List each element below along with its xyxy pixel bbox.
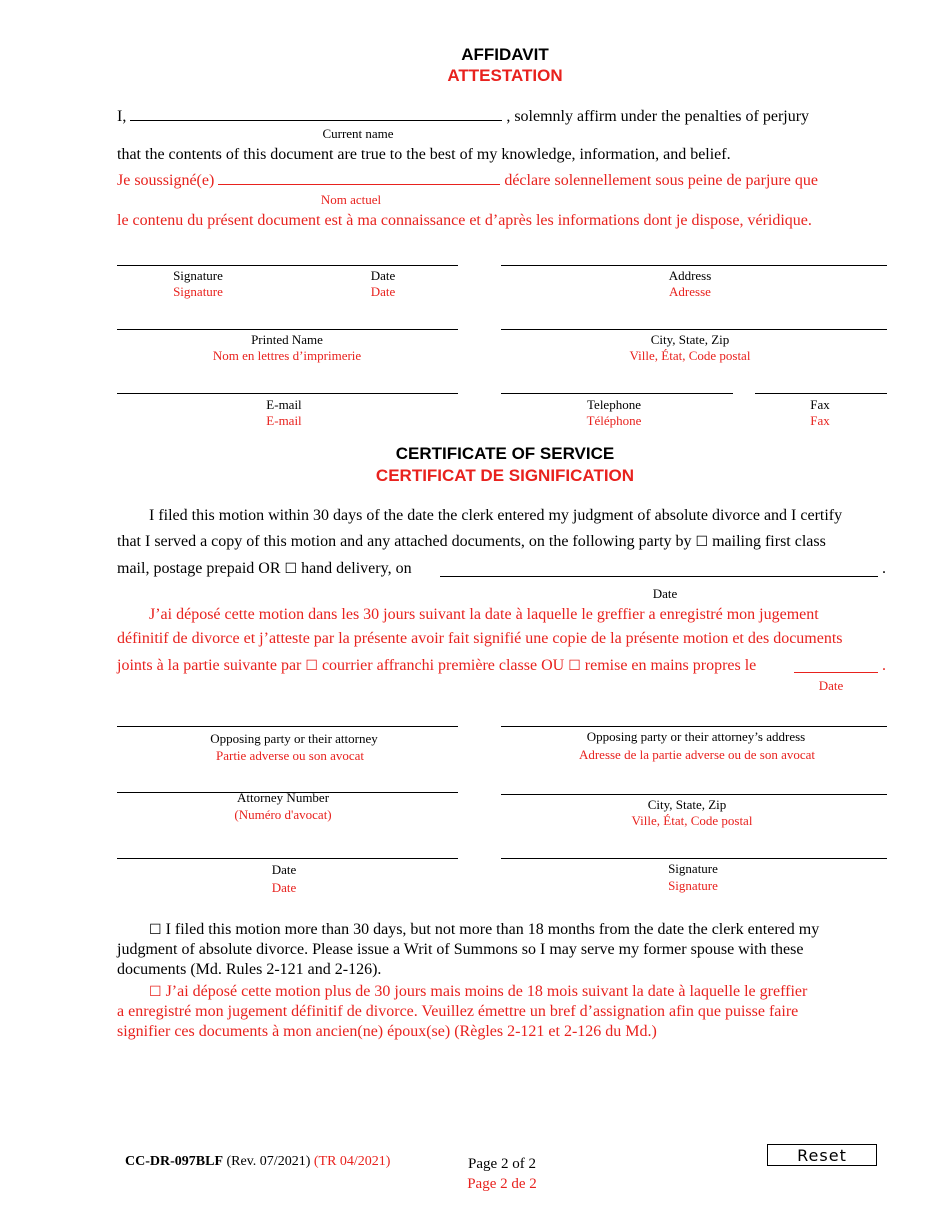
city-state-zip-line[interactable] <box>501 329 887 330</box>
opposing-party-caption-fr: Partie adverse ou son avocat <box>215 748 364 763</box>
service-city-caption: City, State, Zip <box>647 797 727 812</box>
hand-delivery-checkbox-fr[interactable]: ☐ <box>568 658 581 674</box>
service-city-caption-fr: Ville, État, Code postal <box>631 813 753 828</box>
service-signature-caption-fr: Signature <box>668 878 718 893</box>
affidavit-title: AFFIDAVIT <box>461 45 549 64</box>
form-footer <box>125 1154 390 1170</box>
service-signature-caption: Signature <box>668 861 718 876</box>
hand-delivery-checkbox[interactable]: ☐ <box>284 561 298 577</box>
certificate-title-fr: CERTIFICAT DE SIGNIFICATION <box>375 466 635 485</box>
late-filing-fr-2: a enregistré mon jugement définitif de divorce. Veuillez émettre un bref d’assignation afin que puisse faire <box>117 1003 799 1020</box>
attorney-number-caption-fr: (Numéro d'avocat) <box>234 807 332 822</box>
revision: (Rev. 07/2021) <box>226 1154 311 1169</box>
signature-caption-fr: Signature <box>173 284 223 299</box>
page-number: Page 2 of 2 <box>468 1156 536 1172</box>
opposing-party-line[interactable] <box>117 726 458 727</box>
date-caption: Date <box>370 268 396 283</box>
affirm-line-1: I, , solemnly affirm under the penalties of perjury <box>117 108 810 125</box>
opposing-party-caption: Opposing party or their attorney <box>210 731 378 746</box>
service-date-caption-fr: Date <box>818 678 844 693</box>
telephone-line[interactable] <box>501 393 733 394</box>
cert-en-line-2: that I served a copy of this motion and any attached documents, on the following party by ☐ mailing first class <box>117 533 826 550</box>
current-name-caption-fr: Nom actuel <box>320 192 382 207</box>
late-filing-checkbox-fr[interactable]: ☐ <box>149 984 162 1000</box>
cert-fr-line-2: définitif de divorce et j’atteste par la présente avoir fait signifié une copie de la présente motion et des documents <box>117 630 843 647</box>
affidavit-title-fr: ATTESTATION <box>447 66 563 85</box>
affirm-line-2: that the contents of this document are true to the best of my knowledge, information, and belief. <box>117 146 731 163</box>
service-date-caption: Date <box>652 586 678 601</box>
service-signature-line[interactable] <box>501 858 887 859</box>
page-number-fr: Page 2 de 2 <box>467 1176 537 1192</box>
form-id: CC-DR-097BLF <box>125 1154 223 1169</box>
reset-button[interactable]: Reset <box>767 1144 877 1166</box>
cert-en-line-1: I filed this motion within 30 days of the date the clerk entered my judgment of absolute divorce and I certify <box>149 507 843 524</box>
mailing-checkbox[interactable]: ☐ <box>695 534 709 550</box>
late-filing-fr-1: ☐ J’ai déposé cette motion plus de 30 jours mais moins de 18 mois suivant la date à laquelle le greffier <box>149 983 808 1000</box>
affirm-line-fr-1: Je soussigné(e) déclare solennellement sous peine de parjure que <box>117 172 818 189</box>
late-filing-en-2: judgment of absolute divorce. Please issue a Writ of Summons so I may serve my former spouse with these <box>117 941 804 958</box>
telephone-caption: Telephone <box>587 397 641 412</box>
fax-caption: Fax <box>810 397 830 412</box>
email-line[interactable] <box>117 393 458 394</box>
city-caption: City, State, Zip <box>650 332 730 347</box>
address-caption: Address <box>668 268 712 283</box>
signature-caption: Signature <box>173 268 223 283</box>
certificate-title: CERTIFICATE OF SERVICE <box>395 444 615 463</box>
service-sign-date-line[interactable] <box>117 858 458 859</box>
service-sign-date-caption-fr: Date <box>271 880 297 895</box>
current-name-field[interactable] <box>130 106 502 121</box>
printed-name-caption-fr: Nom en lettres d’imprimerie <box>212 348 362 363</box>
fax-caption-fr: Fax <box>810 413 830 428</box>
address-caption-fr: Adresse <box>669 284 711 299</box>
affirm-line-fr-2: le contenu du présent document est à ma connaissance et d’après les informations dont je dispose, véridique. <box>117 212 812 229</box>
telephone-caption-fr: Téléphone <box>586 413 642 428</box>
opposing-address-caption: Opposing party or their attorney’s address <box>586 729 806 744</box>
late-filing-fr-3: signifier ces documents à mon ancien(ne) époux(se) (Règles 2-121 et 2-126 du Md.) <box>117 1023 657 1040</box>
service-date-field-fr[interactable] <box>794 672 878 673</box>
printed-name-caption: Printed Name <box>251 332 323 347</box>
signature-date-line[interactable] <box>117 265 458 266</box>
current-name-caption: Current name <box>322 126 394 141</box>
city-caption-fr: Ville, État, Code postal <box>629 348 751 363</box>
cert-fr-line-3: joints à la partie suivante par ☐ courrier affranchi première classe OU ☐ remise en mains propres le <box>117 657 757 674</box>
translation-revision: (TR 04/2021) <box>313 1154 391 1169</box>
service-date-field[interactable] <box>440 576 878 577</box>
address-line[interactable] <box>501 265 887 266</box>
fax-line[interactable] <box>755 393 887 394</box>
current-name-field-fr[interactable] <box>218 170 500 185</box>
email-caption-fr: E-mail <box>266 413 302 428</box>
opposing-address-line[interactable] <box>501 726 887 727</box>
service-city-line[interactable] <box>501 794 887 795</box>
late-filing-checkbox[interactable]: ☐ <box>149 922 162 938</box>
mailing-checkbox-fr[interactable]: ☐ <box>305 658 318 674</box>
printed-name-line[interactable] <box>117 329 458 330</box>
late-filing-en-3: documents (Md. Rules 2-121 and 2-126). <box>117 961 382 978</box>
cert-fr-line-1: J’ai déposé cette motion dans les 30 jours suivant la date à laquelle le greffier a enregistré mon jugement <box>149 606 819 623</box>
opposing-address-caption-fr: Adresse de la partie adverse ou de son avocat <box>578 747 816 762</box>
cert-en-line-3: mail, postage prepaid OR ☐ hand delivery, on <box>117 560 412 577</box>
date-caption-fr: Date <box>370 284 396 299</box>
attorney-number-caption: Attorney Number <box>236 790 330 805</box>
late-filing-en-1: ☐ I filed this motion more than 30 days, but not more than 18 months from the date the clerk entered my <box>149 921 820 938</box>
service-sign-date-caption: Date <box>271 862 297 877</box>
email-caption: E-mail <box>266 397 302 412</box>
